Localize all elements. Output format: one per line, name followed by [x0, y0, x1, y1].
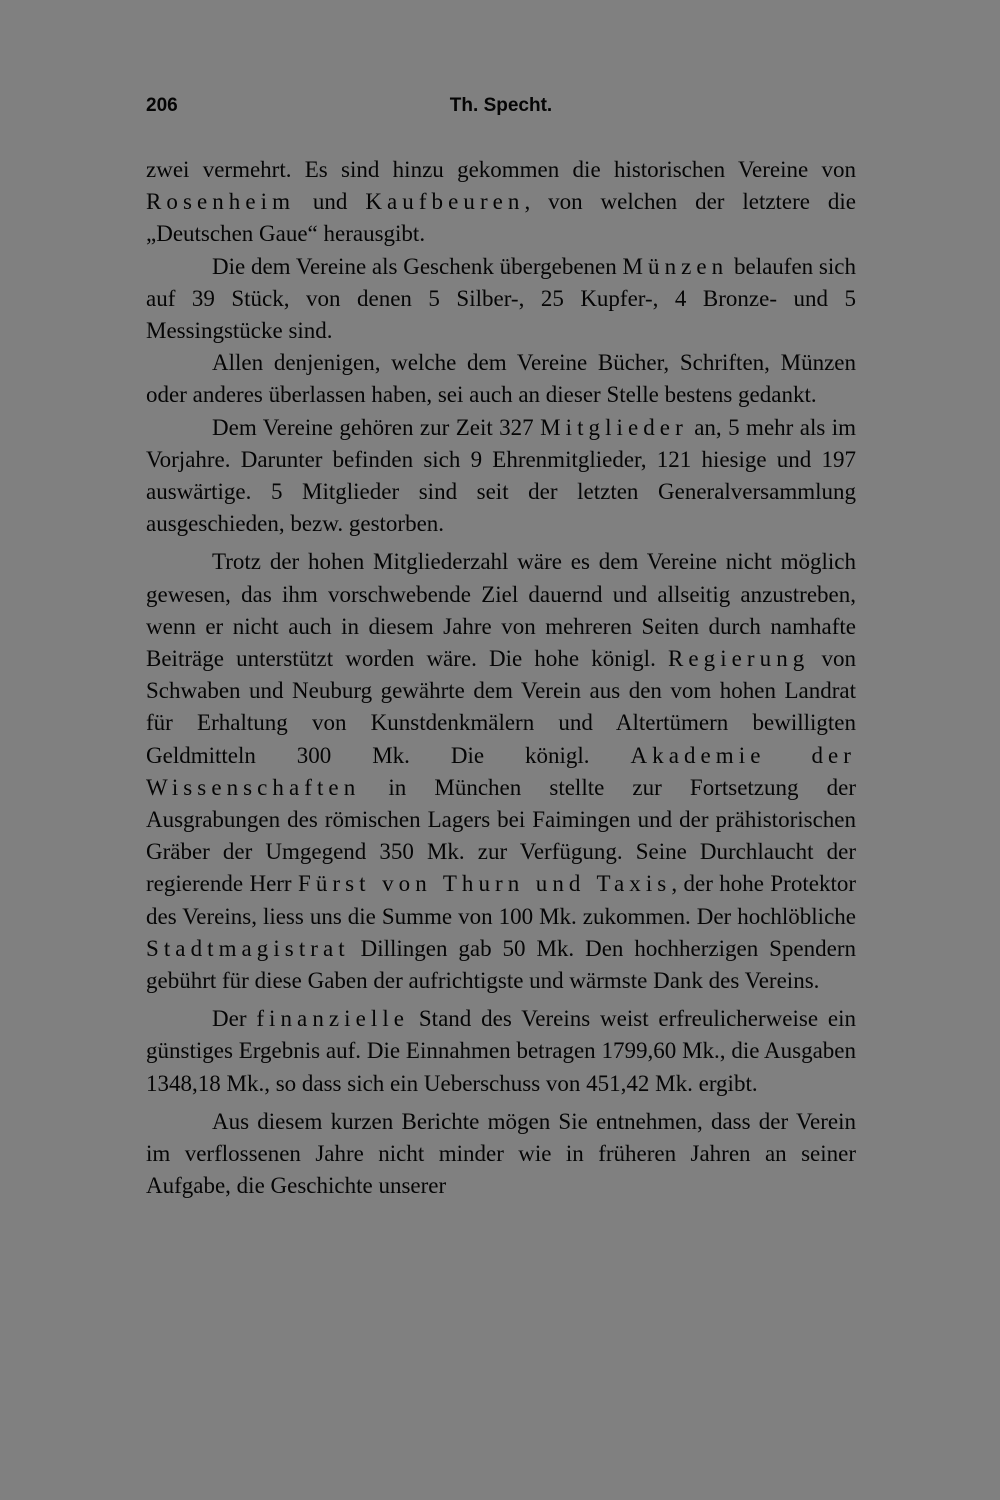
paragraph: [146, 1003, 856, 1100]
text-run: an, 5 mehr als im Vorjahre. Darunter befinden sich 9 Ehrenmitglieder, 121 hiesige und 197 auswärtige. 5 Mitglieder sind seit der letzten Generalversammlung ausgeschieden, bezw. gestorben.: [146, 414, 857, 537]
text-run: Stand des Vereins weist erfreulicherweise ein günstiges Ergebnis auf. Die Einnahmen betragen 1799,60 Mk., die Ausgaben 1348,18 Mk., so dass sich ein Ueberschuss von 451,42 Mk. ergibt.: [146, 1006, 856, 1096]
spaced-emphasis: Akademie der Wissenschaften: [146, 742, 857, 800]
text-run: Dillingen gab 50 Mk. Den hochherzigen Spendern gebührt für diese Gaben der aufrichtigste und wärmste Dank des Vereins.: [146, 935, 856, 994]
paragraph: [146, 412, 856, 541]
paragraph: [146, 154, 856, 251]
spaced-emphasis: Kaufbeuren: [365, 189, 525, 215]
page-number: 206: [146, 95, 178, 116]
spaced-emphasis: Fürst von Thurn und Taxis: [298, 871, 672, 897]
text-run: in München stellte zur Fortsetzung der Ausgrabungen des römischen Lagers bei Faimingen und der prähistorischen Gräber der Umgegend 350 Mk. zur Verfügung. Seine Durchlaucht der regierende Herr: [146, 774, 856, 897]
text-run: , von welchen der letztere die „Deutschen Gaue“ herausgibt.: [146, 189, 857, 247]
text-run: Der: [212, 1006, 257, 1032]
text-run: belaufen sich auf 39 Stück, von denen 5 Silber-, 25 Kupfer-, 4 Bronze- und 5 Messingstücke sind.: [146, 253, 856, 344]
text-run: Die dem Vereine als Geschenk übergebenen: [212, 253, 623, 279]
paragraph: [146, 546, 856, 997]
paragraph: [146, 347, 856, 411]
spaced-emphasis: Rosenheim: [146, 189, 296, 215]
spaced-emphasis: finanzielle: [256, 1006, 410, 1032]
text-run: und: [295, 189, 366, 215]
spaced-emphasis: Münzen: [622, 253, 729, 279]
spaced-emphasis: Regierung: [667, 646, 810, 672]
text-run: zwei vermehrt. Es sind hinzu gekommen die historischen Vereine von: [146, 157, 856, 182]
running-title: Th. Specht.: [449, 95, 553, 116]
spaced-emphasis: Mitglieder: [540, 414, 688, 440]
text-run: , der hohe Protektor des Vereins, liess uns die Summe von 100 Mk. zukommen. Der hochlöbliche: [146, 871, 856, 929]
text-run: Dem Vereine gehören zur Zeit 327: [212, 414, 541, 440]
text-run: von Schwaben und Neuburg gewährte dem Verein aus den vom hohen Landrat für Erhaltung von Kunstdenkmälern und Altertümern bewilligten Geldmitteln 300 Mk. Die königl.: [146, 646, 857, 768]
text-run: Aus diesem kurzen Berichte mögen Sie entnehmen, dass der Verein im verflossenen Jahre nicht minder wie in früheren Jahren an seiner Aufgabe, die Geschichte unserer: [146, 1108, 856, 1199]
body-text: [146, 154, 856, 1203]
text-run: Allen denjenigen, welche dem Vereine Bücher, Schriften, Münzen oder anderes überlassen haben, sei auch an dieser Stelle bestens gedankt.: [146, 350, 856, 408]
page-header: [146, 95, 856, 127]
paragraph: [146, 1106, 856, 1203]
paragraph: [146, 251, 856, 348]
text-run: Trotz der hohen Mitgliederzahl wäre es dem Vereine nicht möglich gewesen, das ihm vorschwebende Ziel dauernd und allseitig anzustreben, wenn er nicht auch in diesem Jahre von mehreren Seiten durch namhafte Beiträge unterstützt worden wäre. Die hohe königl.: [146, 549, 856, 672]
spaced-emphasis: Stadtmagistrat: [146, 935, 350, 961]
